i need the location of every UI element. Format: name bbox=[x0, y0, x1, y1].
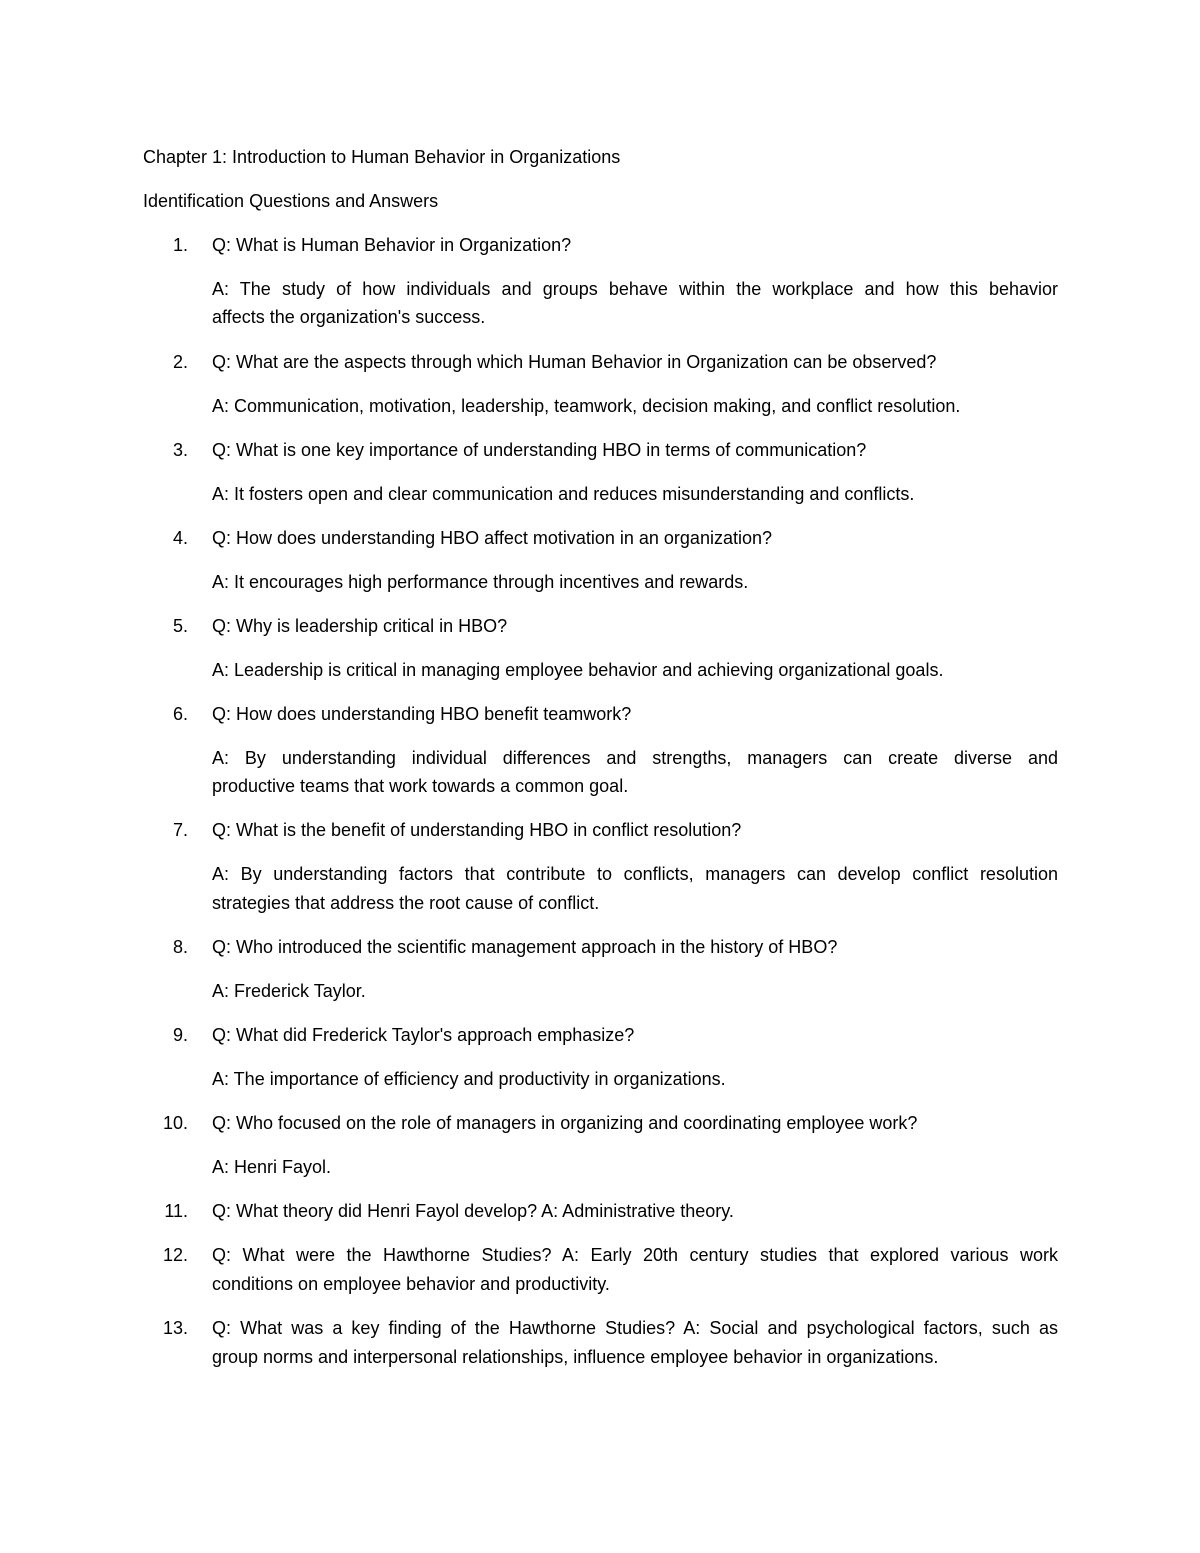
list-number: 12. bbox=[162, 1245, 188, 1265]
list-number: 13. bbox=[162, 1318, 188, 1338]
answer-text: A: By understanding factors that contribute to conflicts, managers can develop conflict resolution bbox=[212, 864, 1058, 884]
answer-text: A: Communication, motivation, leadership, teamwork, decision making, and conflict resolution. bbox=[212, 396, 961, 416]
answer-text: A: The study of how individuals and groups behave within the workplace and how this behavior bbox=[212, 279, 1058, 299]
question-text: Q: Who introduced the scientific management approach in the history of HBO? bbox=[212, 937, 838, 957]
list-number: 9. bbox=[172, 1025, 188, 1045]
question-text: Q: How does understanding HBO affect motivation in an organization? bbox=[212, 528, 772, 548]
list-number: 2. bbox=[172, 352, 188, 372]
question-text: Q: What was a key finding of the Hawthorne Studies? A: Social and psychological factors, such as bbox=[212, 1318, 1058, 1338]
list-number: 6. bbox=[172, 704, 188, 724]
question-text: Q: What theory did Henri Fayol develop? A: Administrative theory. bbox=[212, 1201, 734, 1221]
question-text-continued: group norms and interpersonal relationships, influence employee behavior in organizations. bbox=[212, 1347, 939, 1367]
question-text: Q: How does understanding HBO benefit teamwork? bbox=[212, 704, 632, 724]
question-text-continued: conditions on employee behavior and productivity. bbox=[212, 1274, 610, 1294]
list-number: 8. bbox=[172, 937, 188, 957]
chapter-title: Chapter 1: Introduction to Human Behavior in Organizations bbox=[143, 147, 621, 167]
answer-text: A: By understanding individual differences and strengths, managers can create diverse and bbox=[212, 748, 1058, 768]
list-number: 11. bbox=[164, 1201, 188, 1221]
question-text: Q: Who focused on the role of managers in organizing and coordinating employee work? bbox=[212, 1113, 918, 1133]
list-number: 10. bbox=[162, 1113, 188, 1133]
question-text: Q: What is Human Behavior in Organization? bbox=[212, 235, 572, 255]
question-text: Q: What did Frederick Taylor's approach emphasize? bbox=[212, 1025, 635, 1045]
answer-text: A: It fosters open and clear communication and reduces misunderstanding and conflicts. bbox=[212, 484, 915, 504]
answer-text: A: The importance of efficiency and productivity in organizations. bbox=[212, 1069, 726, 1089]
answer-text-continued: productive teams that work towards a common goal. bbox=[212, 776, 629, 796]
question-text: Q: What is the benefit of understanding HBO in conflict resolution? bbox=[212, 820, 742, 840]
answer-text-continued: strategies that address the root cause of conflict. bbox=[212, 893, 600, 913]
answer-text: A: Leadership is critical in managing employee behavior and achieving organizational goals. bbox=[212, 660, 944, 680]
answer-text-continued: affects the organization's success. bbox=[212, 307, 486, 327]
section-subtitle: Identification Questions and Answers bbox=[143, 191, 439, 211]
question-text: Q: What are the aspects through which Human Behavior in Organization can be observed? bbox=[212, 352, 937, 372]
answer-text: A: It encourages high performance through incentives and rewards. bbox=[212, 572, 749, 592]
answer-text: A: Frederick Taylor. bbox=[212, 981, 366, 1001]
list-number: 7. bbox=[172, 820, 188, 840]
list-number: 4. bbox=[172, 528, 188, 548]
question-text: Q: Why is leadership critical in HBO? bbox=[212, 616, 508, 636]
list-number: 1. bbox=[172, 235, 188, 255]
question-text: Q: What is one key importance of understanding HBO in terms of communication? bbox=[212, 440, 867, 460]
answer-text: A: Henri Fayol. bbox=[212, 1157, 332, 1177]
list-number: 3. bbox=[172, 440, 188, 460]
question-text: Q: What were the Hawthorne Studies? A: Early 20th century studies that explored various work bbox=[212, 1245, 1058, 1265]
list-number: 5. bbox=[172, 616, 188, 636]
